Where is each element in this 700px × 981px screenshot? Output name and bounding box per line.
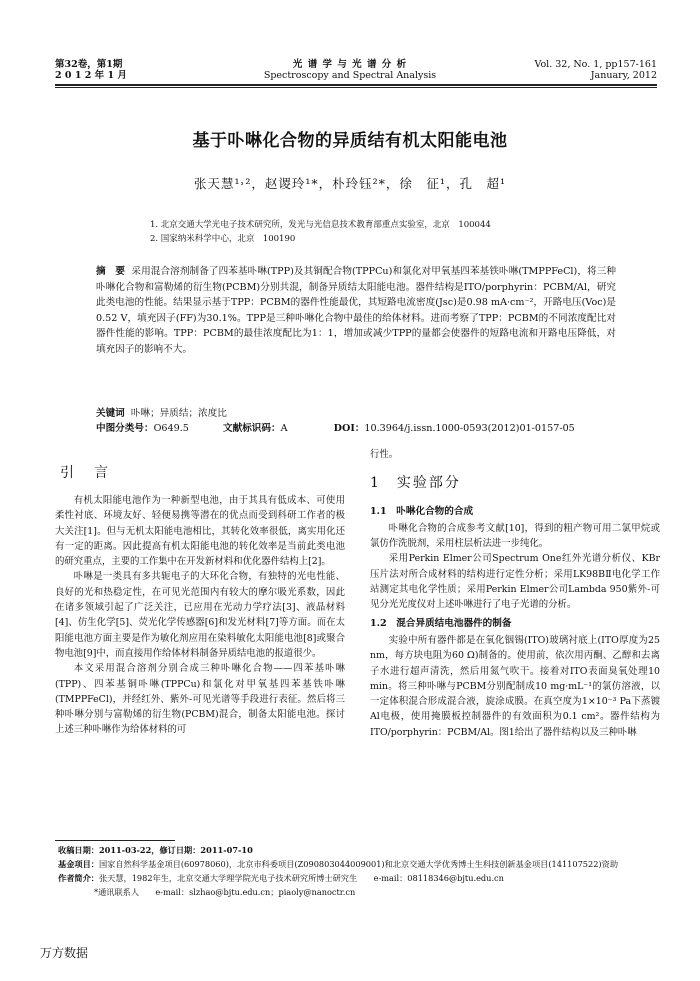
intro-paragraph-2: 卟啉是一类具有多共轭电子的大环化合物，有独特的光电性能、良好的光和热稳定性，在可见光范围内有较大的摩尔吸光系数，因此在诸多领域引起了广泛关注，已应用在光动力学疗法[3]、液晶材料[4]、仿生化学[5]、荧光化学传感器[6]和发光材料[7]等方面。而在太阳能电池方面主要是作为敏化剂应用在染料敏化太阳能电池[8]或聚合物电池[9]中，而直接用作给体材料制备异质结电池的报道很少。 <box>55 571 345 659</box>
subsection-1-1-heading: 1.1 卟啉化合物的合成 <box>370 505 474 517</box>
intro-paragraph-1: 有机太阳能电池作为一种新型电池，由于其具有低成本、可使用柔性衬底、环境友好、轻便易携等潜在的优点而受到科研工作者的极大关注[1]。但与无机太阳能电池相比，其转化效率很低，离实用化还有一定的距离。因此提高有机太阳能电池的转化效率是当前此类电池的研究重点，主要的工作集中在开发新材料和优化器件结构上[2]。 <box>55 495 345 568</box>
journal-pages-date: Vol. 32, No. 1, pp157-161 January, 2012 <box>534 59 657 81</box>
wanfang-watermark: 万方数据 <box>40 946 89 960</box>
clc-code: O649.5 <box>153 423 189 434</box>
author-bio-label: 作者简介： <box>58 873 99 883</box>
paper-title: 基于卟啉化合物的异质结有机太阳能电池 <box>192 131 508 151</box>
intro-paragraph-3: 本文采用混合溶剂分别合成三种卟啉化合物——四苯基卟啉(TPP)、四苯基铜卟啉(TPPCu)和氯化对甲氧基四苯基铁卟啉(TMPPFeCl)，并经红外、紫外-可见光谱等手段进行表征。然后将三种卟啉分别与富勒烯的衍生物(PCBM)混合，制备太阳能电池。探讨上述三种卟啉作为给体材料的可 <box>55 663 345 736</box>
author-bio: 张天慧，1982年生，北京交通大学理学院光电子技术研究所博士研究生 e-mail：08118346@bjtu.edu.cn <box>98 873 504 883</box>
abstract-label: 摘 要 <box>96 266 126 277</box>
paper-authors: 张天慧¹˒²，赵谡玲¹*，朴玲钰²*，徐 征¹，孔 超¹ <box>194 176 506 191</box>
continued-text: 行性。 <box>370 449 399 460</box>
intro-heading: 引 言 <box>60 465 111 481</box>
affiliation-1: 1. 北京交通大学光电子技术研究所，发光与光信息技术教育部重点实验室，北京 100044 <box>150 220 491 230</box>
doccode: A <box>280 423 288 434</box>
header-rule <box>55 84 657 86</box>
left-column-text <box>55 493 345 738</box>
abstract <box>96 264 616 357</box>
subsection-1-1-paragraph-2: 采用Perkin Elmer公司Spectrum One红外光谱分析仪、KBr压片法对所合成材料的结构进行定性分析；采用LK98BⅡ电化学工作站测定其电化学性质；采用Perkin Elmer公司Lambda 950紫外-可见分光光度仪对上述卟啉进行了电子光谱的分析。 <box>370 553 660 611</box>
keywords-line <box>96 406 626 421</box>
doccode-label: 文献标识码： <box>223 423 281 434</box>
subsection-1-2-heading: 1.2 混合异质结电池器件的制备 <box>370 617 512 629</box>
header-rule-thin <box>55 87 657 88</box>
fund-label: 基金项目： <box>58 859 99 869</box>
classification-line <box>96 421 656 436</box>
footnote-rule <box>55 840 175 841</box>
fund-text: 国家自然科学基金项目(60978060)，北京市科委项目(Z090803044009001)和北京交通大学优秀博士生科技创新基金项目(141107522)资助 <box>98 859 619 869</box>
received-date: 收稿日期：2011-03-22，修订日期：2011-07-10 <box>58 845 253 855</box>
section-1-heading: 1 实验部分 <box>370 475 461 492</box>
doi: 10.3964/j.issn.1000-0593(2012)01-0157-05 <box>364 423 575 434</box>
subsection-1-2-paragraph-1: 实验中所有器件都是在氧化铟锡(ITO)玻璃衬底上(ITO厚度为25 nm，每方块电阻为60 Ω)制备的。使用前，依次用丙酮、乙醇和去离子水进行超声清洗，然后用氮气吹干。接着对ITO表面臭氧处理10 min。将三种卟啉与PCBM分别配制成10 mg·mL⁻¹的氯仿溶液，以一定体积混合形成混合液，旋涂成膜。在真空度为1×10⁻³ Pa下蒸镀Al电极，使用掩膜板控制器件的有效面积为0.1 cm²。器件结构为ITO/porphyrin：PCBM/Al。图1给出了器件结构以及三种卟啉 <box>370 634 660 738</box>
right-column-text <box>370 447 660 740</box>
affiliation-2: 2. 国家纳米科学中心，北京 100190 <box>150 234 296 244</box>
footnotes <box>58 843 658 899</box>
keywords-label: 关键词 <box>96 408 125 419</box>
subsection-1-1-paragraph-1: 卟啉化合物的合成参考文献[10]，得到的粗产物可用二氯甲烷或氯仿作洗脱剂，采用柱层析法进一步纯化。 <box>370 522 660 550</box>
fund-line <box>58 857 658 871</box>
author-bio-line <box>58 871 658 885</box>
journal-volume-issue: 第32卷，第1期 2 0 1 2 年 1 月 <box>55 59 127 81</box>
corresponding-author: *通讯联系人 e-mail：slzhao@bjtu.edu.cn；piaoly@nanoctr.cn <box>94 887 356 897</box>
keywords: 卟啉；异质结；浓度比 <box>130 408 227 419</box>
journal-name: 光 谱 学 与 光 谱 分 析 Spectroscopy and Spectral Analysis <box>263 59 437 81</box>
doi-label: DOI： <box>333 423 365 434</box>
abstract-body: 采用混合溶剂制备了四苯基卟啉(TPP)及其铜配合物(TPPCu)和氯化对甲氧基四苯基铁卟啉(TMPPFeCl)，将三种卟啉化合物和富勒烯的衍生物(PCBM)分别共混，制备异质结太阳能电池。器件结构是ITO/porphyrin：PCBM/Al，研究此类电池的性能。结果显示基于TPP：PCBM的器件性能最优，其短路电流密度(Jsc)是0.98 mA·cm⁻²，开路电压(Voc)是0.52 V，填充因子(FF)为30.1%。TPP是三种卟啉化合物中最佳的给体材料。进而考察了TPP：PCBM的不同浓度配比对器件性能的影响。TPP：PCBM的最佳浓度配比为1：1，增加或减少TPP的量都会使器件的短路电流和开路电压降低，对填充因子的影响不大。 <box>96 266 616 355</box>
clc-label: 中图分类号： <box>96 423 154 434</box>
affiliations <box>150 218 620 246</box>
